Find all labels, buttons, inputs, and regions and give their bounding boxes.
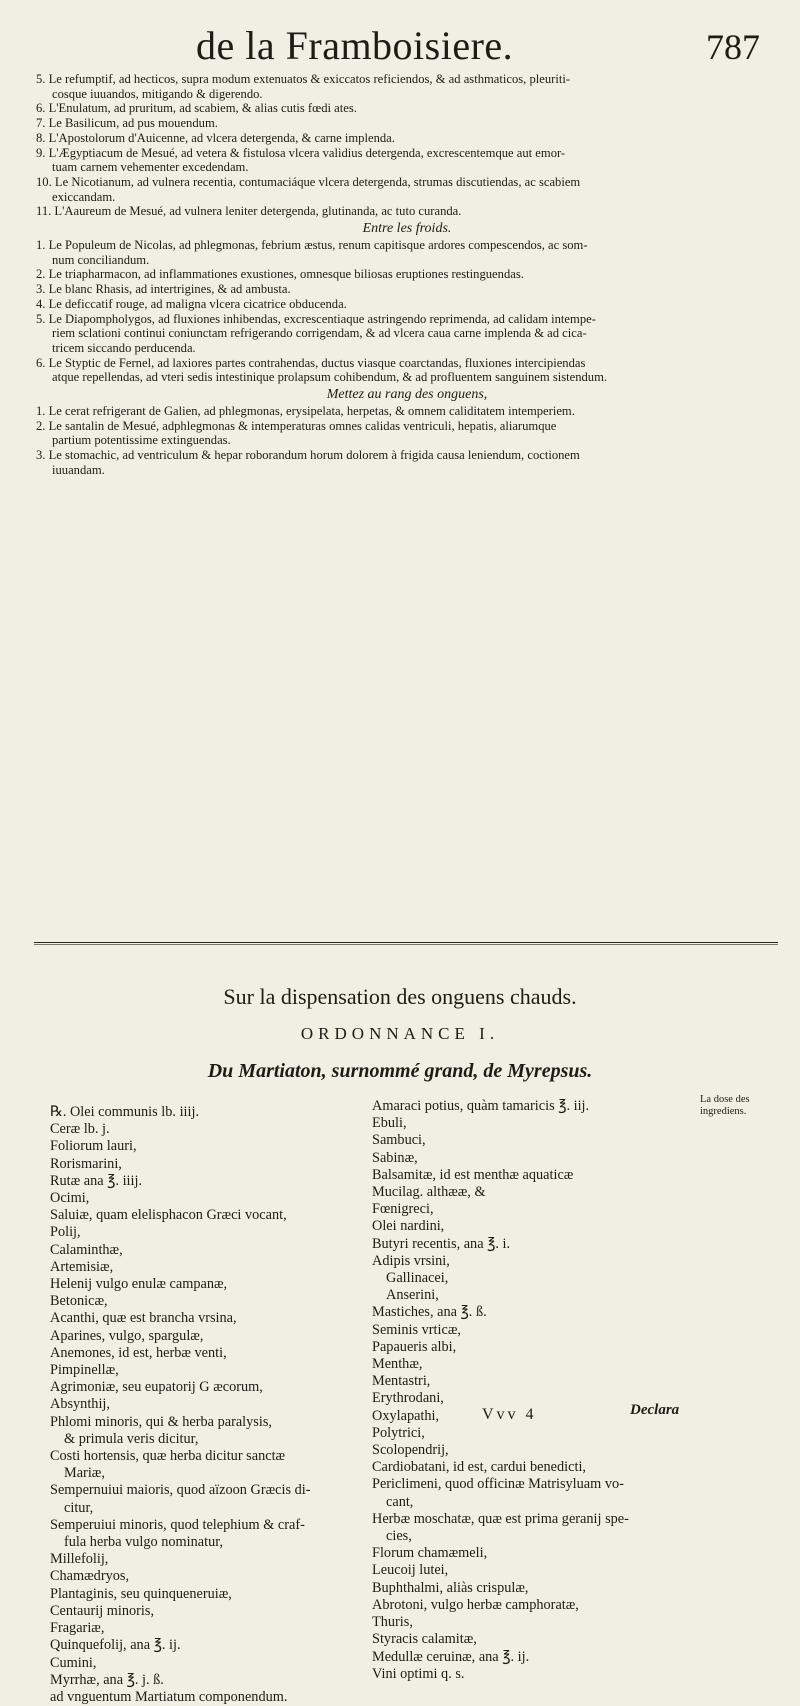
entry-line: 2. Le triapharmacon, ad inflammationes exustiones, omnesque biliosas eruptiones restinguendas. — [36, 267, 524, 282]
ingredient-line: citur, — [64, 1499, 94, 1516]
ingredient-line: Polij, — [50, 1224, 81, 1241]
ingredient-line: Mastiches, ana ℥. ß. — [372, 1304, 487, 1321]
ingredient-line: Seminis vrticæ, — [372, 1321, 461, 1338]
ingredient-line: Sempernuiui maioris, quod aïzoon Græcis di- — [50, 1482, 311, 1499]
ingredient-line: Plantaginis, seu quinqueneruiæ, — [50, 1585, 232, 1602]
ingredient-line: Buphthalmi, aliàs crispulæ, — [372, 1579, 529, 1596]
ingredient-line: Papaueris albi, — [372, 1338, 457, 1355]
ingredient-line: Oxylapathi, — [372, 1407, 440, 1424]
entry-line: 1. Le cerat refrigerant de Galien, ad phlegmonas, erysipelata, herpetas, & omnem caliditatem intemperiem. — [36, 404, 575, 419]
entry-line: tuam carnem vehementer excedendam. — [52, 160, 249, 175]
entry-line: 4. Le deficcatif rouge, ad maligna vlcera cicatrice obducenda. — [36, 296, 347, 311]
ingredient-line: Mentastri, — [372, 1373, 431, 1390]
ingredient-line: Calaminthæ, — [50, 1241, 123, 1258]
ingredient-line: Aparines, vulgo, spargulæ, — [50, 1327, 204, 1344]
remedy-entry — [36, 146, 778, 175]
ordonnance-heading: ORDONNANCE I. — [300, 1024, 500, 1043]
ingredient-line: cies, — [386, 1528, 412, 1545]
ingredient-line: Costi hortensis, quæ herba dicitur sanctæ — [50, 1448, 286, 1465]
ingredient-line: Mucilag. althææ, & — [372, 1184, 486, 1201]
ingredient-line: Thuris, — [372, 1614, 413, 1631]
entry-line: 2. Le santalin de Mesué, adphlegmonas & intemperaturas omnes calidas ventriculi, hepatis, aliarumque — [36, 418, 557, 433]
ingredient-line: Anserini, — [386, 1287, 439, 1304]
recipe-column-right — [372, 1098, 672, 1683]
section-divider — [34, 941, 778, 947]
remedy-entry — [36, 72, 778, 101]
remedy-entry — [36, 404, 778, 419]
ingredient-line: Rorismarini, — [50, 1155, 122, 1172]
subheading-onguens: Mettez au rang des onguens, — [326, 387, 488, 403]
divider-rule — [34, 942, 778, 943]
entry-line: exiccandam. — [52, 189, 116, 204]
ingredient-line: Rutæ ana ℥. iiij. — [50, 1172, 143, 1189]
entry-line: 10. Le Nicotianum, ad vulnera recentia, contumaciáque vlcera detergenda, strumas discutiendas, ac scabiem — [36, 174, 581, 189]
ingredient-line: Betonicæ, — [50, 1293, 108, 1310]
entry-line: partium potentissime extinguendas. — [52, 433, 231, 448]
ingredient-line: Phlomi minoris, qui & herba paralysis, — [50, 1413, 272, 1430]
ingredient-line: Styracis calamitæ, — [372, 1631, 477, 1648]
ingredient-line: Abrotoni, vulgo herbæ camphoratæ, — [372, 1596, 579, 1613]
ingredient-line: Menthæ, — [372, 1356, 423, 1373]
entry-line: 8. L'Apostolorum d'Auicenne, ad vlcera detergenda, & carne implenda. — [36, 130, 395, 145]
ingredient-line: Cumini, — [50, 1654, 97, 1671]
ingredient-line: Chamædryos, — [50, 1568, 130, 1585]
running-title: de la Framboisiere. — [196, 23, 514, 68]
page-number: 787 — [706, 27, 760, 67]
ingredient-line: Sambuci, — [372, 1132, 426, 1149]
ingredient-line: Sabinæ, — [372, 1149, 418, 1166]
ingredient-line: Florum chamæmeli, — [372, 1545, 488, 1562]
ointments-list — [36, 404, 778, 478]
entry-line: 5. Le refumptif, ad hecticos, supra modum extenuatos & exiccatos reficiendos, & ad asthmaticos, pleuriti- — [36, 72, 571, 86]
ingredient-line: Acanthi, quæ est brancha vrsina, — [50, 1310, 237, 1327]
entry-line: riem sclationi continui coniunctam refrigerando corrigendam, & ad vlcera caua carne implenda & ad cica- — [52, 326, 587, 341]
ingredient-line: Agrimoniæ, seu eupatorij G æcorum, — [50, 1379, 263, 1396]
running-head — [0, 22, 800, 72]
ingredient-line: Myrrhæ, ana ℥. j. ß. — [50, 1671, 164, 1688]
ingredient-line: Medullæ ceruinæ, ana ℥. ij. — [372, 1648, 530, 1665]
ingredient-line: ℞. Olei communis lb. iiij. — [50, 1104, 200, 1120]
entry-line: num conciliandum. — [52, 252, 150, 267]
ingredient-line: Saluiæ, quam elelisphacon Græci vocant, — [50, 1207, 287, 1224]
ingredient-line: Semperuiui minoris, quod telephium & craf- — [50, 1516, 305, 1533]
remedy-entry — [36, 175, 778, 204]
entry-line: tricem siccando perducenda. — [52, 340, 196, 355]
ingredient-line: Cardiobatani, id est, cardui benedicti, — [372, 1459, 586, 1476]
entry-line: 3. Le blanc Rhasis, ad intertrigines, & ad ambusta. — [36, 282, 291, 297]
ingredient-line: ad vnguentum Martiatum componendum. — [50, 1688, 288, 1705]
ingredient-line: Balsamitæ, id est menthæ aquaticæ — [372, 1166, 574, 1183]
ingredient-line: Leucoij lutei, — [372, 1562, 449, 1579]
remedy-entry — [36, 204, 778, 219]
ingredient-line: Amaraci potius, quàm tamaricis ℥. iij. — [372, 1098, 590, 1114]
ingredient-line: Helenij vulgo enulæ campanæ, — [50, 1276, 228, 1293]
ingredient-line: Gallinacei, — [386, 1270, 449, 1287]
ingredient-line: Fœnigreci, — [372, 1201, 434, 1218]
entry-line: 6. L'Enulatum, ad pruritum, ad scabiem, & alias cutis fœdi ates. — [36, 101, 357, 116]
ingredient-line: Erythrodani, — [372, 1390, 444, 1407]
entry-line: 5. Le Diapompholygos, ad fluxiones inhibendas, excrescentiaque astringendo reprimenda, ad calidam intempe- — [36, 311, 596, 326]
entry-line: 7. Le Basilicum, ad pus mouendum. — [36, 116, 218, 131]
cold-remedies-list — [36, 238, 778, 385]
hot-remedies-list — [36, 72, 778, 219]
ingredient-line: Adipis vrsini, — [372, 1252, 450, 1269]
ingredient-line: Foliorum lauri, — [50, 1138, 137, 1155]
ingredient-line: Centaurij minoris, — [50, 1602, 155, 1619]
entry-line: 6. Le Styptic de Fernel, ad laxiores partes contrahendas, ductus viasque coarctandas, fluxiones intercipiendas — [36, 355, 586, 370]
entry-line: atque repellendas, ad vteri sedis intestinique prolapsum cohibendum, & ad profluentem sanguinem sistendum. — [52, 370, 608, 385]
ingredient-line: Scolopendrij, — [372, 1442, 449, 1459]
remedy-entry — [36, 419, 778, 448]
entry-line: 1. Le Populeum de Nicolas, ad phlegmonas, febrium æstus, renum capitisque ardores compescendos, ac som- — [36, 238, 588, 253]
remedy-entry — [36, 101, 778, 116]
entry-line: iuuandam. — [52, 462, 105, 477]
ingredient-line: Anemones, id est, herbæ venti, — [50, 1344, 227, 1361]
ingredient-line: Fragariæ, — [50, 1620, 105, 1637]
ingredient-line: Quinquefolij, ana ℥. ij. — [50, 1637, 181, 1654]
entry-line: 9. L'Ægyptiacum de Mesué, ad vetera & fistulosa vlcera validius detergenda, excrescentemque aut emor- — [36, 145, 566, 160]
recipe-subtitle: Du Martiaton, surnommé grand, de Myrepsus. — [207, 1060, 593, 1082]
ingredient-line: Butyri recentis, ana ℥. i. — [372, 1235, 511, 1252]
entry-line: 11. L'Aaureum de Mesué, ad vulnera leniter detergenda, glutinanda, ac tuto curanda. — [36, 204, 462, 219]
ingredient-line: fula herba vulgo nominatur, — [64, 1534, 224, 1551]
section-title: Sur la dispensation des onguens chauds. — [223, 984, 577, 1009]
ingredient-line: Pimpinellæ, — [50, 1362, 119, 1379]
remedy-entry — [36, 448, 778, 477]
signature-mark: Vvv 4 — [482, 1406, 537, 1423]
catchword: Declara — [630, 1402, 680, 1418]
remedy-entry — [36, 267, 778, 282]
ingredient-line: Herbæ moschatæ, quæ est prima geranij spe- — [372, 1510, 629, 1527]
ingredient-line: Millefolij, — [50, 1551, 109, 1568]
divider-rule — [34, 944, 778, 945]
remedy-list — [36, 72, 778, 478]
remedy-entry — [36, 116, 778, 131]
remedy-entry — [36, 282, 778, 297]
ingredient-line: Ceræ lb. j. — [50, 1121, 110, 1138]
ingredient-line: Absynthij, — [50, 1396, 110, 1413]
ingredient-line: Ocimi, — [50, 1190, 90, 1207]
entry-line: cosque iuuandos, mitigando & digerendo. — [52, 86, 263, 101]
ingredient-line: & primula veris dicitur, — [64, 1430, 199, 1447]
recipe-column-left — [50, 1104, 370, 1706]
subheading-froids: Entre les froids. — [362, 221, 452, 237]
entry-line: 3. Le stomachic, ad ventriculum & hepar roborandum horum dolorem à frigida causa leniendum, coctionem — [36, 448, 580, 463]
remedy-entry — [36, 131, 778, 146]
ingredient-line: Mariæ, — [64, 1465, 105, 1482]
ingredient-line: Ebuli, — [372, 1115, 407, 1132]
remedy-entry — [36, 312, 778, 356]
ingredient-line: cant, — [386, 1493, 414, 1510]
remedy-entry — [36, 356, 778, 385]
ingredient-line: Periclimeni, quod officinæ Matrisyluam vo- — [372, 1476, 624, 1493]
margin-note: La dose des ingrediens. — [700, 1094, 750, 1117]
remedy-entry — [36, 297, 778, 312]
remedy-entry — [36, 238, 778, 267]
ingredient-line: Vini optimi q. s. — [372, 1665, 465, 1682]
ingredient-line: Polytrici, — [372, 1424, 425, 1441]
ingredient-line: Artemisiæ, — [50, 1258, 114, 1275]
ingredient-line: Olei nardini, — [372, 1218, 445, 1235]
